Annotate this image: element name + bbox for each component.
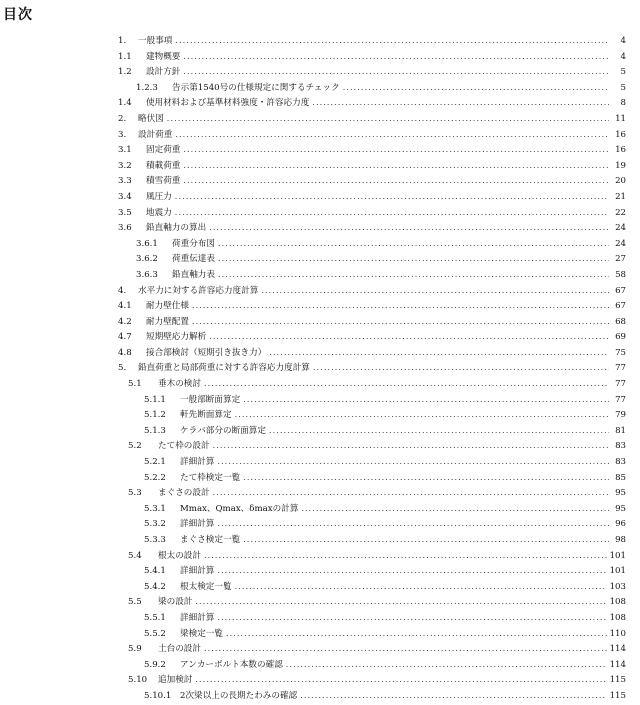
toc-entry-number: 3.4 [118, 191, 132, 202]
toc-entry[interactable] [118, 236, 626, 252]
toc-entry-title: 設計方針 [146, 67, 181, 78]
dot-leader [243, 470, 609, 486]
toc-entry-number: 5.1.1 [144, 394, 166, 405]
toc-entry-title: 鉛直軸力表 [172, 269, 215, 280]
toc-entry[interactable] [118, 360, 626, 376]
toc-entry[interactable] [118, 267, 626, 283]
dot-leader [269, 423, 609, 439]
toc-entry-title: 2次梁以上の長期たわみの確認 [180, 690, 298, 701]
toc-entry[interactable] [118, 376, 626, 392]
toc-entry[interactable] [118, 610, 626, 626]
toc-entry-page: 75 [615, 347, 626, 358]
toc-entry-number: 3.6 [118, 223, 132, 234]
toc-entry-title: たて枠検定一覧 [180, 472, 241, 483]
toc-entry-title: 積雪荷重 [146, 176, 181, 187]
toc-entry[interactable] [118, 329, 626, 345]
toc-entry[interactable] [118, 95, 626, 111]
toc-entry-title: 梁の設計 [158, 597, 193, 608]
toc-entry[interactable] [118, 298, 626, 314]
dot-leader [218, 251, 609, 267]
toc-entry[interactable] [118, 220, 626, 236]
toc-entry[interactable] [118, 563, 626, 579]
toc-entry-number: 5.4.1 [144, 566, 166, 577]
dot-leader [313, 360, 609, 376]
toc-entry-page: 16 [615, 145, 626, 156]
dot-leader [343, 80, 609, 96]
toc-entry-title: 設計荷重 [138, 129, 173, 140]
toc-entry-page: 58 [615, 269, 626, 280]
dot-leader [192, 298, 609, 314]
toc-entry-number: 5.2.2 [144, 472, 166, 483]
toc-entry[interactable] [118, 657, 626, 673]
toc-entry[interactable] [118, 142, 626, 158]
toc-entry-page: 98 [615, 535, 626, 545]
toc-entry[interactable] [118, 49, 626, 65]
toc-entry-number: 1.2.3 [136, 82, 158, 93]
toc-entry-number: 5.2 [128, 441, 142, 452]
dot-leader [175, 189, 609, 205]
toc-entry[interactable] [118, 80, 626, 96]
toc-entry-page: 83 [615, 441, 626, 452]
toc-entry-title: 追加検討 [158, 675, 193, 686]
toc-entry-page: 115 [609, 675, 626, 686]
toc-entry-page: 95 [615, 488, 626, 499]
toc-entry-number: 4.8 [118, 347, 132, 358]
dot-leader [217, 563, 606, 579]
toc-entry-title: 軒先断面算定 [180, 410, 232, 421]
toc-entry-title: 使用材料および基準材料強度・許容応力度 [146, 98, 310, 109]
dot-leader [183, 173, 609, 189]
toc-entry-title: 告示第1540号の仕様規定に関するチェック [172, 82, 340, 93]
toc-entry-number: 3.6.1 [136, 238, 158, 249]
toc-entry-number: 5.10.1 [144, 690, 172, 701]
toc-entry-title: 略伏図 [138, 113, 164, 124]
toc-entry-title: 短期壁応力解析 [146, 332, 207, 343]
toc-entry[interactable] [118, 158, 626, 174]
toc-entry-page: 20 [615, 176, 626, 187]
toc-entry-number: 5. [118, 363, 127, 374]
toc-entry-title: Mmax、Qmax、δmaxの計算 [180, 503, 299, 514]
toc-entry-page: 108 [609, 597, 626, 608]
toc-entry-title: 梁検定一覧 [180, 628, 223, 639]
toc-entry[interactable] [118, 672, 626, 688]
dot-leader [167, 111, 609, 127]
toc-entry-page: 101 [609, 550, 626, 561]
toc-entry-page: 108 [609, 612, 626, 623]
dot-leader [217, 454, 609, 470]
toc-entry-number: 5.2.1 [144, 457, 166, 468]
toc-entry-number: 5.1.2 [144, 410, 166, 421]
toc-entry[interactable] [118, 470, 626, 486]
toc-entry-title: 荷重分布図 [172, 238, 215, 249]
toc-entry-number: 5.3.2 [144, 519, 166, 530]
toc-entry[interactable] [118, 392, 626, 408]
toc-entry[interactable] [118, 501, 626, 517]
toc-entry-page: 21 [615, 191, 626, 202]
dot-leader [183, 142, 609, 158]
toc-entry-number: 5.5.1 [144, 612, 166, 623]
toc-entry-title: 詳細計算 [180, 457, 215, 468]
dot-leader [218, 236, 609, 252]
toc-entry-page: 19 [615, 160, 626, 171]
dot-leader [213, 438, 609, 454]
toc-entry-number: 3.3 [118, 176, 132, 187]
toc-entry-title: 固定荷重 [146, 145, 181, 156]
toc-entry[interactable] [118, 407, 626, 423]
dot-leader [269, 345, 609, 361]
toc-entry[interactable] [118, 532, 626, 548]
dot-leader [301, 501, 609, 517]
dot-leader [204, 641, 607, 657]
toc-entry-title: 垂木の検討 [158, 379, 201, 390]
toc-entry-page: 16 [615, 129, 626, 140]
toc-entry-page: 24 [615, 238, 626, 249]
toc-entry-number: 4. [118, 285, 127, 296]
toc-entry-page: 85 [615, 472, 626, 483]
dot-leader [175, 127, 609, 143]
dot-leader [286, 657, 607, 673]
dot-leader [183, 158, 609, 174]
dot-leader [209, 329, 609, 345]
toc-entry[interactable] [118, 283, 626, 299]
toc-entry[interactable] [118, 579, 626, 595]
dot-leader [183, 49, 609, 65]
toc-entry-title: 風圧力 [146, 191, 172, 202]
toc-entry[interactable] [118, 626, 626, 642]
dot-leader [175, 205, 609, 221]
toc-entry[interactable] [118, 111, 626, 127]
toc-entry[interactable] [118, 485, 626, 501]
toc-entry-page: 5 [620, 82, 626, 93]
toc-entry[interactable] [118, 251, 626, 267]
toc-entry[interactable] [118, 345, 626, 361]
dot-leader [235, 579, 607, 595]
dot-leader [226, 626, 607, 642]
toc-entry[interactable] [118, 423, 626, 439]
dot-leader [235, 407, 609, 423]
toc-entry[interactable] [118, 189, 626, 205]
page-title: 目次 [3, 7, 33, 23]
toc-entry-title: 積載荷重 [146, 160, 181, 171]
dot-leader [183, 64, 609, 80]
toc-entry-number: 1.4 [118, 98, 132, 109]
toc-entry-number: 5.10 [128, 675, 148, 686]
toc-entry-page: 103 [609, 581, 626, 592]
toc-entry-number: 3. [118, 129, 127, 140]
toc-entry-page: 69 [615, 332, 626, 343]
toc-entry-number: 5.5.2 [144, 628, 166, 639]
toc-entry-title: 鉛直荷重と局部荷重に対する許容応力度計算 [138, 363, 310, 374]
toc-entry-title: 地震力 [146, 207, 172, 218]
toc-entry-title: アンカーボルト本数の確認 [180, 659, 283, 670]
toc-entry-page: 68 [615, 316, 626, 327]
toc-entry-number: 5.5 [128, 597, 142, 608]
toc-entry[interactable] [118, 33, 626, 49]
toc-entry-number: 5.3.3 [144, 535, 166, 545]
dot-leader [300, 688, 606, 704]
dot-leader [209, 220, 609, 236]
dot-leader [217, 610, 606, 626]
toc-entry-page: 83 [615, 457, 626, 468]
dot-leader [204, 376, 609, 392]
toc-entry[interactable] [118, 173, 626, 189]
dot-leader [192, 314, 609, 330]
toc-entry-page: 81 [615, 425, 626, 436]
toc-entry[interactable] [118, 516, 626, 532]
toc-entry-title: 詳細計算 [180, 519, 215, 530]
toc-entry-page: 77 [615, 363, 626, 374]
toc-entry-title: 耐力壁仕様 [146, 301, 189, 312]
toc-entry[interactable] [118, 438, 626, 454]
toc-entry-page: 95 [615, 503, 626, 514]
toc-entry-number: 3.5 [118, 207, 132, 218]
toc-entry-page: 11 [615, 113, 626, 124]
toc-entry-page: 79 [615, 410, 626, 421]
toc-entry-title: たて枠の設計 [158, 441, 210, 452]
toc-entry[interactable] [118, 127, 626, 143]
dot-leader [195, 672, 606, 688]
toc-entry-title: 根太の設計 [158, 550, 201, 561]
toc-entry-number: 4.2 [118, 316, 132, 327]
toc-entry-title: 詳細計算 [180, 566, 215, 577]
toc-entry[interactable] [118, 64, 626, 80]
toc-entry-page: 96 [615, 519, 626, 530]
toc-entry-page: 5 [620, 67, 626, 78]
toc-entry-page: 4 [620, 51, 626, 62]
toc-entry-page: 114 [609, 659, 626, 670]
toc-entry-number: 5.3 [128, 488, 142, 499]
toc-entry-page: 77 [615, 394, 626, 405]
toc-entry-number: 5.1 [128, 379, 142, 390]
toc-entry[interactable] [118, 641, 626, 657]
toc-entry-number: 3.6.2 [136, 254, 158, 265]
toc-entry-number: 1.2 [118, 67, 132, 78]
toc-entry-title: 根太検定一覧 [180, 581, 232, 592]
toc-entry-page: 77 [615, 379, 626, 390]
dot-leader [261, 283, 609, 299]
toc-entry[interactable] [118, 548, 626, 564]
toc-entry-title: 荷重伝達表 [172, 254, 215, 265]
toc-entry-page: 115 [609, 690, 626, 701]
toc-entry-page: 114 [609, 644, 626, 655]
toc-entry-title: 一般事項 [138, 36, 173, 46]
dot-leader [204, 548, 607, 564]
table-of-contents [118, 33, 626, 704]
toc-entry-number: 5.3.1 [144, 503, 166, 514]
dot-leader [175, 33, 609, 49]
toc-entry-number: 1.1 [118, 51, 132, 62]
dot-leader [243, 532, 609, 548]
toc-entry[interactable] [118, 454, 626, 470]
dot-leader [218, 267, 609, 283]
toc-entry-title: ケラバ部分の断面算定 [180, 425, 266, 436]
toc-entry-number: 3.1 [118, 145, 132, 156]
toc-entry[interactable] [118, 594, 626, 610]
toc-entry-title: まぐさ検定一覧 [180, 535, 241, 545]
toc-entry-title: 鉛直軸力の算出 [146, 223, 207, 234]
dot-leader [243, 392, 609, 408]
toc-entry-title: 水平力に対する許容応力度計算 [138, 285, 259, 296]
toc-entry[interactable] [118, 314, 626, 330]
dot-leader [217, 516, 609, 532]
toc-entry-number: 4.1 [118, 301, 132, 312]
toc-entry-page: 24 [615, 223, 626, 234]
dot-leader [312, 95, 609, 111]
toc-entry-page: 27 [615, 254, 626, 265]
toc-entry-number: 3.6.3 [136, 269, 158, 280]
toc-entry[interactable] [118, 688, 626, 704]
toc-entry-title: 一般部断面算定 [180, 394, 241, 405]
toc-entry-page: 4 [620, 36, 626, 46]
toc-entry-title: 接合部検討（短期引き抜き力） [146, 347, 267, 358]
toc-entry-title: 詳細計算 [180, 612, 215, 623]
toc-entry-number: 5.1.3 [144, 425, 166, 436]
toc-entry-page: 67 [615, 301, 626, 312]
dot-leader [195, 594, 606, 610]
toc-entry-number: 2. [118, 113, 127, 124]
toc-entry[interactable] [118, 205, 626, 221]
toc-entry-page: 22 [615, 207, 626, 218]
toc-entry-page: 8 [620, 98, 626, 109]
toc-entry-number: 1. [118, 36, 127, 46]
toc-entry-number: 3.2 [118, 160, 132, 171]
toc-entry-title: 建物概要 [146, 51, 181, 62]
dot-leader [213, 485, 609, 501]
toc-entry-number: 4.7 [118, 332, 132, 343]
toc-entry-title: 耐力壁配置 [146, 316, 189, 327]
toc-entry-number: 5.4 [128, 550, 142, 561]
toc-entry-page: 101 [609, 566, 626, 577]
toc-entry-number: 5.9 [128, 644, 142, 655]
toc-entry-title: 土台の設計 [158, 644, 201, 655]
toc-entry-number: 5.9.2 [144, 659, 166, 670]
toc-entry-number: 5.4.2 [144, 581, 166, 592]
toc-entry-page: 67 [615, 285, 626, 296]
toc-entry-title: まぐさの設計 [158, 488, 210, 499]
toc-entry-page: 110 [609, 628, 626, 639]
